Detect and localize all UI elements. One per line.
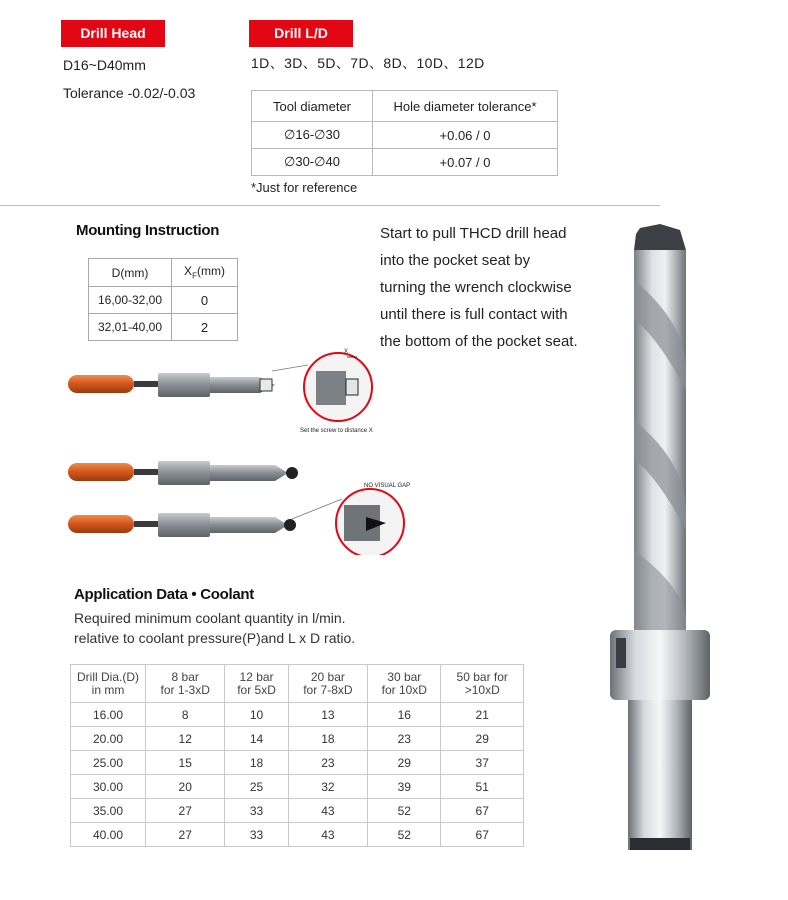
table-cell: 29: [368, 751, 441, 775]
table-cell: 16.00: [71, 703, 146, 727]
step-3-leader: [292, 499, 342, 519]
table-header-cell: 12 bar for 5xD: [225, 665, 288, 703]
table-cell: 32: [288, 775, 367, 799]
table-cell: 15: [146, 751, 225, 775]
table-cell: 37: [441, 751, 524, 775]
table-cell: 52: [368, 823, 441, 847]
table-cell: ∅30-∅40: [252, 149, 373, 176]
step-2-wrench: [68, 463, 160, 481]
drill-product-image: [600, 220, 730, 870]
table-cell: 23: [288, 751, 367, 775]
tolerance-table: [251, 90, 558, 176]
table-cell: 27: [146, 823, 225, 847]
table-cell: 25.00: [71, 751, 146, 775]
table-cell: +0.06 / 0: [373, 122, 558, 149]
reference-note: *Just for reference: [251, 180, 358, 195]
table-row: [71, 775, 524, 799]
instruction-line: into the pocket seat by: [380, 252, 531, 269]
drill-head-tolerance: Tolerance -0.02/-0.03: [63, 85, 196, 101]
table-row: [71, 823, 524, 847]
drill-shank: [628, 700, 692, 850]
table-cell: 0: [172, 287, 238, 314]
table-cell: 18: [288, 727, 367, 751]
table-cell: 29: [441, 727, 524, 751]
step-3-detail: [344, 505, 386, 541]
table-cell: 20: [146, 775, 225, 799]
table-cell: 18: [225, 751, 288, 775]
mounting-table: [88, 258, 238, 341]
drill-ld-values: 1D、3D、5D、7D、8D、10D、12D: [251, 55, 485, 71]
drill-ld-tag: Drill L/D: [249, 20, 353, 47]
table-cell: 35.00: [71, 799, 146, 823]
section-divider: [0, 205, 660, 206]
xf-unit: (mm): [196, 264, 225, 279]
table-header-cell: 30 bar for 10xD: [368, 665, 441, 703]
step-3-drill: [158, 513, 296, 537]
instruction-line: the bottom of the pocket seat.: [380, 333, 578, 350]
table-header-cell: 50 bar for >10xD: [441, 665, 524, 703]
instruction-text: [380, 220, 630, 355]
xf-symbol: X: [184, 264, 193, 279]
drill-head-range: D16~D40mm: [63, 57, 146, 73]
table-row: [71, 703, 524, 727]
table-cell: 20.00: [71, 727, 146, 751]
table-cell: 2: [172, 314, 238, 341]
no-visual-gap-label: NO VISUAL GAP: [364, 483, 411, 489]
table-row: [71, 751, 524, 775]
drill-head-tag: Drill Head: [61, 20, 165, 47]
table-header-cell: 20 bar for 7-8xD: [288, 665, 367, 703]
table-row: [71, 799, 524, 823]
application-subtitle-1: Required minimum coolant quantity in l/min.: [74, 610, 346, 626]
table-row: [89, 287, 238, 314]
table-row: [252, 149, 558, 176]
table-cell: 32,01-40,00: [89, 314, 172, 341]
step-1-wrench: [68, 375, 160, 393]
table-cell: 13: [288, 703, 367, 727]
table-cell: 30.00: [71, 775, 146, 799]
table-row: [71, 665, 524, 703]
table-cell: 12: [146, 727, 225, 751]
application-title: Application Data • Coolant: [74, 586, 254, 603]
table-cell: +0.07 / 0: [373, 149, 558, 176]
table-header-cell: [172, 259, 238, 287]
table-row: [71, 727, 524, 751]
table-header-cell: Hole diameter tolerance*: [373, 91, 558, 122]
table-cell: 21: [441, 703, 524, 727]
table-cell: 14: [225, 727, 288, 751]
table-cell: 43: [288, 799, 367, 823]
table-cell: 43: [288, 823, 367, 847]
step-1-leader: [272, 365, 308, 371]
drill-head-tip: [634, 224, 686, 250]
table-cell: 8: [146, 703, 225, 727]
step-3-wrench: [68, 515, 160, 533]
table-cell: 23: [368, 727, 441, 751]
mounting-title: Mounting Instruction: [76, 222, 220, 239]
table-cell: 39: [368, 775, 441, 799]
table-cell: 51: [441, 775, 524, 799]
instruction-line: turning the wrench clockwise: [380, 279, 572, 296]
table-cell: 16: [368, 703, 441, 727]
instruction-line: until there is full contact with: [380, 306, 568, 323]
table-cell: 27: [146, 799, 225, 823]
table-cell: 52: [368, 799, 441, 823]
table-cell: 40.00: [71, 823, 146, 847]
table-header-cell: 8 bar for 1-3xD: [146, 665, 225, 703]
table-cell: 67: [441, 799, 524, 823]
xf-subscript: F: [192, 271, 197, 281]
table-header-cell: Tool diameter: [252, 91, 373, 122]
table-row: [89, 259, 238, 287]
table-cell: 67: [441, 823, 524, 847]
step-2-drill: [158, 461, 298, 485]
table-cell: 33: [225, 799, 288, 823]
table-row: [252, 91, 558, 122]
application-subtitle-2: relative to coolant pressure(P)and L x D ratio.: [74, 630, 356, 646]
table-cell: 33: [225, 823, 288, 847]
table-header-cell: Drill Dia.(D) in mm: [71, 665, 146, 703]
table-cell: 16,00-32,00: [89, 287, 172, 314]
coolant-table: [70, 664, 524, 847]
table-header-cell: D(mm): [89, 259, 172, 287]
instruction-line: Start to pull THCD drill head: [380, 225, 567, 242]
table-cell: ∅16-∅30: [252, 122, 373, 149]
xf-indicator-label: X: [344, 349, 349, 355]
step-1-drill: [158, 373, 275, 397]
screw-caption: Set the screw to distance X: [300, 428, 373, 434]
table-cell: 25: [225, 775, 288, 799]
mounting-illustration: [60, 335, 420, 555]
table-cell: 10: [225, 703, 288, 727]
table-row: [252, 122, 558, 149]
